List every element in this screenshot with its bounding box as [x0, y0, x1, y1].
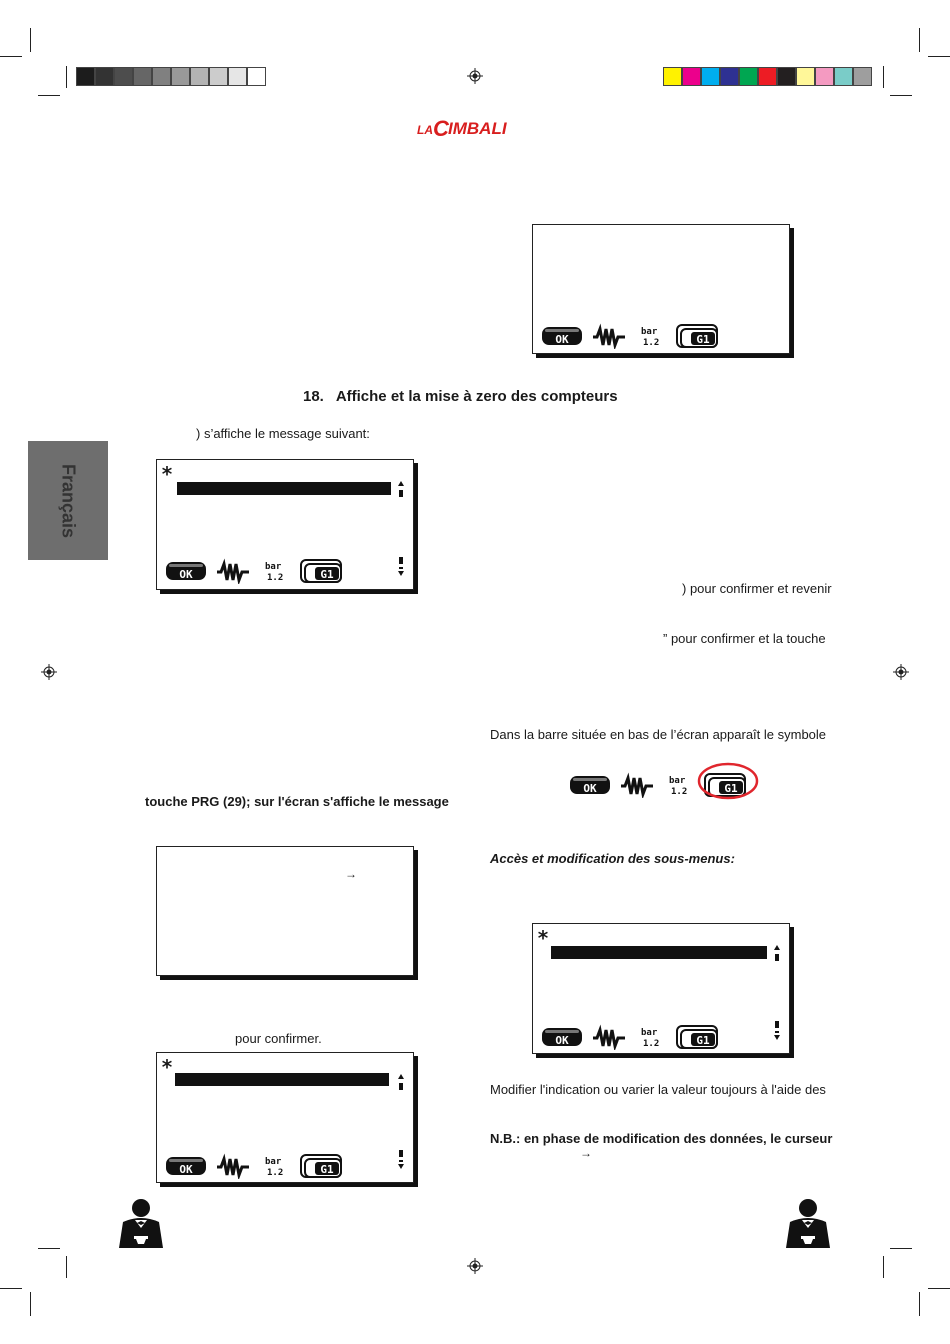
svg-text:OK: OK: [555, 1034, 569, 1047]
pump-wave-icon: [621, 778, 653, 794]
registration-mark-icon: [41, 664, 57, 680]
grayscale-swatch: [171, 67, 190, 86]
color-swatch: [701, 67, 720, 86]
pump-wave-icon: [593, 329, 625, 345]
crop-mark: [38, 95, 60, 96]
color-swatch: [663, 67, 682, 86]
barista-icon: [782, 1198, 834, 1248]
svg-text:bar: bar: [265, 562, 282, 572]
crop-mark: [928, 56, 950, 57]
section-number: 18.: [303, 388, 324, 405]
svg-text:C: C: [433, 116, 449, 141]
color-swatch: [796, 67, 815, 86]
crop-mark: [928, 1288, 950, 1289]
ok-icon: [166, 1157, 206, 1176]
body-text: ) s’affiche le message suivant:: [196, 426, 370, 441]
body-text: pour confirmer.: [235, 1031, 322, 1046]
scroll-down-icon: [397, 1149, 405, 1171]
language-tab-label: Français: [58, 463, 79, 538]
color-swatch: [815, 67, 834, 86]
crop-mark: [30, 1292, 31, 1316]
svg-text:OK: OK: [179, 568, 193, 581]
grayscale-swatch: [114, 67, 133, 86]
svg-text:G1: G1: [320, 568, 334, 581]
svg-text:OK: OK: [555, 333, 569, 346]
scroll-down-icon: [397, 556, 405, 578]
star-marker: *: [161, 1055, 174, 1079]
scroll-indicator: [397, 1073, 405, 1096]
lcd-display: [156, 1052, 414, 1183]
lcd-display: [532, 224, 790, 354]
body-text: ” pour confirmer et la touche: [663, 631, 826, 646]
pressure-icon: [641, 327, 659, 348]
svg-text:G1: G1: [724, 782, 738, 795]
ok-icon: [570, 776, 610, 795]
scroll-up-icon: [773, 944, 781, 962]
crop-mark: [0, 56, 22, 57]
section-heading: [303, 388, 618, 405]
svg-text:LA: LA: [417, 123, 433, 137]
pump-wave-icon: [217, 564, 249, 580]
svg-text:OK: OK: [179, 1163, 193, 1176]
star-marker: *: [537, 926, 550, 950]
grayscale-swatch: [209, 67, 228, 86]
arrow-icon: →: [580, 1146, 592, 1160]
language-tab: [28, 441, 108, 560]
group-icon: [301, 1155, 341, 1177]
subheading: Accès et modification des sous-menus:: [490, 851, 735, 866]
crop-mark: [883, 66, 884, 88]
pressure-icon: [641, 1028, 659, 1049]
ok-icon: [542, 1028, 582, 1047]
crop-mark: [919, 28, 920, 52]
star-marker: *: [161, 462, 174, 486]
display-icon-bar: [541, 323, 727, 349]
color-swatch: [739, 67, 758, 86]
crop-mark: [66, 1256, 67, 1278]
body-text: ) pour confirmer et revenir: [682, 581, 832, 596]
svg-text:G1: G1: [320, 1163, 334, 1176]
svg-text:1.2: 1.2: [643, 1039, 660, 1049]
grayscale-swatch: [95, 67, 114, 86]
registration-mark-icon: [467, 68, 483, 84]
svg-text:OK: OK: [583, 782, 597, 795]
grayscale-swatch: [76, 67, 95, 86]
body-text: Modifier l'indication ou varier la valeur toujours à l'aide des: [490, 1082, 826, 1097]
svg-text:1.2: 1.2: [267, 573, 284, 583]
lcd-display: [156, 459, 414, 590]
arrow-icon: →: [345, 867, 357, 881]
selected-row-highlight: [551, 946, 767, 959]
display-icon-bar: [541, 1024, 727, 1050]
svg-text:bar: bar: [641, 327, 658, 337]
grayscale-swatch: [190, 67, 209, 86]
pressure-icon: [669, 776, 687, 797]
scroll-indicator: [397, 1149, 405, 1176]
crop-mark: [883, 1256, 884, 1278]
lcd-display: [532, 923, 790, 1054]
color-swatch: [834, 67, 853, 86]
body-text: Dans la barre située en bas de l’écran apparaît le symbole: [490, 727, 827, 742]
ok-icon: [542, 327, 582, 346]
scroll-up-icon: [397, 1073, 405, 1091]
pump-wave-icon: [593, 1030, 625, 1046]
scroll-down-icon: [773, 1020, 781, 1042]
registration-mark-icon: [893, 664, 909, 680]
display-icon-bar: [165, 558, 351, 584]
grayscale-swatch: [152, 67, 171, 86]
color-swatch: [777, 67, 796, 86]
display-icon-bar: [165, 1153, 351, 1179]
group-icon: [301, 560, 341, 582]
svg-text:1.2: 1.2: [267, 1168, 284, 1178]
brand-logo: [415, 112, 537, 142]
crop-mark: [66, 66, 67, 88]
color-swatch: [758, 67, 777, 86]
crop-mark: [0, 1288, 22, 1289]
registration-mark-icon: [467, 1258, 483, 1274]
crop-mark: [890, 95, 912, 96]
svg-text:1.2: 1.2: [671, 787, 688, 797]
selected-row-highlight: [175, 1073, 389, 1086]
svg-text:bar: bar: [669, 776, 686, 786]
barista-icon: [115, 1198, 167, 1248]
grayscale-swatch: [247, 67, 266, 86]
note-text: N.B.: en phase de modification des données, le curseur: [490, 1131, 833, 1146]
pressure-icon: [265, 1157, 283, 1178]
color-swatch: [853, 67, 872, 86]
crop-mark: [890, 1248, 912, 1249]
color-swatch: [682, 67, 701, 86]
selected-row-highlight: [177, 482, 391, 495]
crop-mark: [30, 28, 31, 52]
scroll-indicator: [397, 480, 405, 503]
ok-icon: [166, 562, 206, 581]
crop-mark: [38, 1248, 60, 1249]
scroll-indicator: [773, 944, 781, 967]
scroll-indicator: [397, 556, 405, 583]
grayscale-swatch: [228, 67, 247, 86]
group-icon: [677, 325, 717, 347]
color-swatch: [720, 67, 739, 86]
scroll-indicator: [773, 1020, 781, 1047]
crop-mark: [919, 1292, 920, 1316]
svg-text:IMBALI: IMBALI: [448, 119, 507, 138]
grayscale-swatch: [133, 67, 152, 86]
group-icon: [677, 1026, 717, 1048]
highlight-circle-icon: [697, 762, 759, 800]
svg-text:bar: bar: [265, 1157, 282, 1167]
pressure-icon: [265, 562, 283, 583]
section-title: Affiche et la mise à zero des compteurs: [335, 388, 618, 405]
svg-text:bar: bar: [641, 1028, 658, 1038]
scroll-up-icon: [397, 480, 405, 498]
body-text: touche PRG (29); sur l'écran s'affiche le message: [145, 794, 449, 809]
svg-text:1.2: 1.2: [643, 338, 660, 348]
pump-wave-icon: [217, 1159, 249, 1175]
svg-text:G1: G1: [696, 1034, 710, 1047]
svg-text:G1: G1: [696, 333, 710, 346]
lcd-display: [156, 846, 414, 976]
